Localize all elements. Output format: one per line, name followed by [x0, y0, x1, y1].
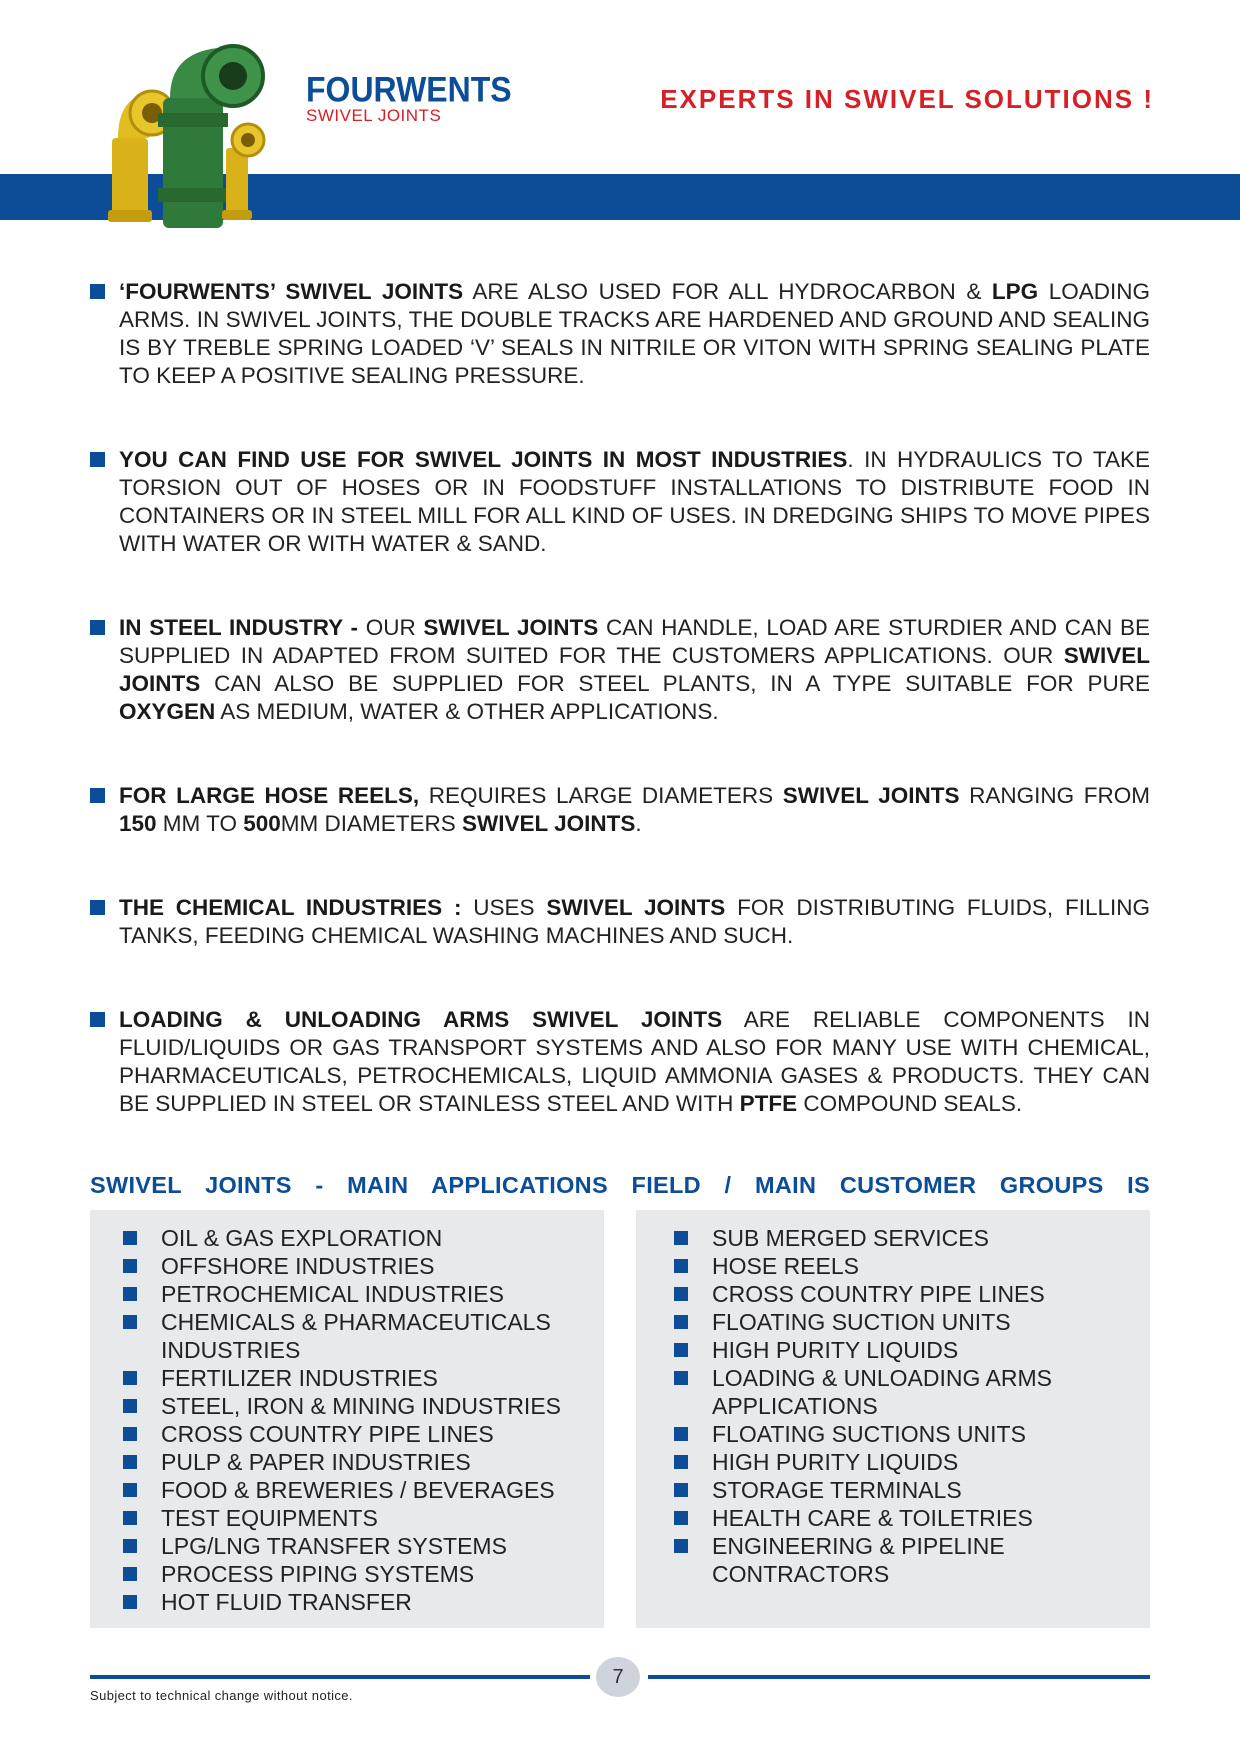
application-item — [636, 1504, 1150, 1532]
bullet-square-icon — [674, 1315, 688, 1329]
application-item-label: SUB MERGED SERVICES — [712, 1225, 989, 1251]
paragraph-text: LOADING ARMS. IN SWIVEL JOINTS, THE DOUBLE TRACKS ARE HARDENED AND GROUND AND SEALING IS BY TREBLE SPRING LOADED ‘V’ SEALS IN NITRILE OR VITON WITH SPRING SEALING PLATE TO KEEP A POSITIVE SEALING PRESSURE. — [119, 279, 1150, 388]
bullet-square-icon — [90, 452, 105, 467]
application-item — [636, 1532, 1150, 1588]
application-item — [90, 1252, 604, 1280]
application-item-label: FLOATING SUCTIONS UNITS — [712, 1421, 1026, 1447]
paragraph-bold-text: LPG — [991, 279, 1039, 304]
paragraph-bold-text: PTFE — [739, 1091, 798, 1116]
application-item-label: CROSS COUNTRY PIPE LINES — [161, 1421, 494, 1447]
bullet-square-icon — [123, 1231, 137, 1245]
application-item — [90, 1224, 604, 1252]
bullet-square-icon — [674, 1483, 688, 1497]
paragraph-bold-text: YOU CAN FIND USE FOR SWIVEL JOINTS IN MOST INDUSTRIES — [119, 447, 848, 472]
application-item-label: FOOD & BREWERIES / BEVERAGES — [161, 1477, 555, 1503]
paragraph-bold-text: FOR LARGE HOSE REELS, — [119, 783, 420, 808]
application-item — [90, 1420, 604, 1448]
applications-panel-right — [636, 1210, 1150, 1628]
application-item — [636, 1364, 1150, 1420]
application-item — [636, 1308, 1150, 1336]
footer-rule-right — [648, 1675, 1150, 1679]
application-item — [636, 1336, 1150, 1364]
application-item-label: HEALTH CARE & TOILETRIES — [712, 1505, 1033, 1531]
bullet-square-icon — [123, 1399, 137, 1413]
paragraph-bold-text: SWIVEL JOINTS — [119, 643, 1150, 696]
application-item — [90, 1392, 604, 1420]
bullet-square-icon — [674, 1539, 688, 1553]
paragraph-text: ARE ALSO USED FOR ALL HYDROCARBON & — [463, 279, 992, 304]
application-item-label: CHEMICALS & PHARMACEUTICALS INDUSTRIES — [161, 1309, 551, 1363]
bullet-square-icon — [90, 620, 105, 635]
applications-title: SWIVEL JOINTS - MAIN APPLICATIONS FIELD / MAIN CUSTOMER GROUPS IS — [90, 1172, 1150, 1198]
paragraph-text: . — [635, 811, 642, 836]
bullet-square-icon — [674, 1511, 688, 1525]
bullet-square-icon — [123, 1483, 137, 1497]
application-item-label: PETROCHEMICAL INDUSTRIES — [161, 1281, 504, 1307]
application-item-label: STEEL, IRON & MINING INDUSTRIES — [161, 1393, 561, 1419]
bullet-square-icon — [674, 1259, 688, 1273]
application-item — [636, 1420, 1150, 1448]
paragraph-bold-text: 150 — [119, 811, 157, 836]
feature-paragraph — [90, 446, 1150, 558]
application-item — [90, 1588, 604, 1616]
paragraph-bold-text: SWIVEL JOINTS — [782, 783, 960, 808]
paragraph-text: COMPOUND SEALS. — [797, 1091, 1023, 1116]
paragraph-text: MM DIAMETERS — [280, 811, 463, 836]
feature-paragraph — [90, 614, 1150, 726]
page-tagline: EXPERTS IN SWIVEL SOLUTIONS ! — [660, 84, 1154, 114]
application-item-label: OIL & GAS EXPLORATION — [161, 1225, 443, 1251]
application-item-label: PULP & PAPER INDUSTRIES — [161, 1449, 471, 1475]
paragraph-bold-text: ‘FOURWENTS’ SWIVEL JOINTS — [119, 279, 464, 304]
paragraph-bold-text: SWIVEL JOINTS — [423, 615, 599, 640]
application-item — [90, 1560, 604, 1588]
swivel-joints-product-image — [108, 38, 308, 238]
application-item — [636, 1448, 1150, 1476]
paragraph-bold-text: THE CHEMICAL INDUSTRIES : — [119, 895, 462, 920]
page-number: 7 — [596, 1657, 640, 1697]
bullet-square-icon — [123, 1567, 137, 1581]
application-item-label: STORAGE TERMINALS — [712, 1477, 962, 1503]
brand-name: FOURWENTS — [306, 69, 512, 110]
paragraph-bold-text: IN STEEL INDUSTRY - — [119, 615, 358, 640]
bullet-square-icon — [674, 1343, 688, 1357]
bullet-square-icon — [674, 1231, 688, 1245]
footer-rule-left — [90, 1675, 590, 1679]
footer-disclaimer: Subject to technical change without notice. — [90, 1688, 353, 1703]
application-item-label: HIGH PURITY LIQUIDS — [712, 1449, 959, 1475]
paragraph-text: AS MEDIUM, WATER & OTHER APPLICATIONS. — [215, 699, 719, 724]
application-item-label: ENGINEERING & PIPELINE CONTRACTORS — [712, 1533, 1005, 1587]
feature-paragraph — [90, 1006, 1150, 1118]
bullet-square-icon — [123, 1595, 137, 1609]
paragraph-bold-text: SWIVEL JOINTS — [546, 895, 726, 920]
application-item — [636, 1476, 1150, 1504]
application-item-label: TEST EQUIPMENTS — [161, 1505, 378, 1531]
applications-list-left — [90, 1210, 604, 1616]
paragraph-text: MM TO — [156, 811, 244, 836]
paragraph-text: CAN ALSO BE SUPPLIED FOR STEEL PLANTS, IN A TYPE SUITABLE FOR PURE — [200, 671, 1150, 696]
brand-subtitle: SWIVEL JOINTS — [306, 106, 442, 125]
feature-paragraph — [90, 278, 1150, 390]
feature-paragraph — [90, 782, 1150, 838]
bullet-square-icon — [90, 900, 105, 915]
paragraph-text: CAN HANDLE, LOAD ARE STURDIER AND CAN BE SUPPLIED IN ADAPTED FROM SUITED FOR THE CUSTOMERS APPLICATIONS. OUR — [119, 615, 1150, 668]
application-item — [90, 1308, 604, 1364]
application-item-label: CROSS COUNTRY PIPE LINES — [712, 1281, 1045, 1307]
application-item-label: HOSE REELS — [712, 1253, 859, 1279]
paragraph-bold-text: 500 — [243, 811, 281, 836]
application-item — [90, 1504, 604, 1532]
bullet-square-icon — [123, 1427, 137, 1441]
paragraph-text: ARE RELIABLE COMPONENTS IN FLUID/LIQUIDS OR GAS TRANSPORT SYSTEMS AND ALSO FOR MANY USE WITH CHEMICAL, PHARMACEUTICALS, PETROCHEMICALS, LIQUID AMMONIA GASES & PRODUCTS. THEY CAN BE SUPPLIED IN STEEL OR STAINLESS STEEL AND WITH — [119, 1007, 1150, 1116]
application-item — [636, 1224, 1150, 1252]
applications-list-right — [636, 1210, 1150, 1588]
paragraph-text: . IN HYDRAULICS TO TAKE TORSION OUT OF HOSES OR IN FOODSTUFF INSTALLATIONS TO DISTRIBUTE FOOD IN CONTAINERS OR IN STEEL MILL FOR ALL KIND OF USES. IN DREDGING SHIPS TO MOVE PIPES WITH WATER OR WITH WATER & SAND. — [119, 447, 1150, 556]
paragraph-bold-text: OXYGEN — [119, 699, 216, 724]
bullet-square-icon — [123, 1371, 137, 1385]
application-item-label: OFFSHORE INDUSTRIES — [161, 1253, 435, 1279]
application-item-label: PROCESS PIPING SYSTEMS — [161, 1561, 475, 1587]
application-item-label: HIGH PURITY LIQUIDS — [712, 1337, 959, 1363]
application-item-label: LOADING & UNLOADING ARMS APPLICATIONS — [712, 1365, 1052, 1419]
paragraph-text: USES — [461, 895, 547, 920]
bullet-square-icon — [123, 1511, 137, 1525]
bullet-square-icon — [90, 788, 105, 803]
bullet-square-icon — [123, 1287, 137, 1301]
application-item — [90, 1364, 604, 1392]
application-item — [636, 1252, 1150, 1280]
paragraph-text: OUR — [357, 615, 424, 640]
paragraph-text: REQUIRES LARGE DIAMETERS — [419, 783, 783, 808]
paragraph-text: RANGING FROM — [959, 783, 1150, 808]
bullet-square-icon — [123, 1315, 137, 1329]
application-item — [636, 1280, 1150, 1308]
bullet-square-icon — [123, 1259, 137, 1273]
bullet-square-icon — [90, 284, 105, 299]
bullet-square-icon — [90, 1012, 105, 1027]
bullet-square-icon — [123, 1455, 137, 1469]
application-item — [90, 1532, 604, 1560]
application-item — [90, 1280, 604, 1308]
application-item-label: FERTILIZER INDUSTRIES — [161, 1365, 438, 1391]
application-item-label: LPG/LNG TRANSFER SYSTEMS — [161, 1533, 507, 1559]
bullet-square-icon — [674, 1427, 688, 1441]
bullet-square-icon — [674, 1371, 688, 1385]
bullet-square-icon — [123, 1539, 137, 1553]
paragraph-bold-text: LOADING & UNLOADING ARMS SWIVEL JOINTS — [119, 1007, 723, 1032]
paragraph-text: FOR DISTRIBUTING FLUIDS, FILLING TANKS, FEEDING CHEMICAL WASHING MACHINES AND SUCH. — [119, 895, 1151, 948]
application-item-label: FLOATING SUCTION UNITS — [712, 1309, 1011, 1335]
applications-panel-left — [90, 1210, 604, 1628]
bullet-square-icon — [674, 1455, 688, 1469]
application-item-label: HOT FLUID TRANSFER — [161, 1589, 412, 1615]
application-item — [90, 1448, 604, 1476]
feature-paragraphs — [90, 278, 1150, 1174]
application-item — [90, 1476, 604, 1504]
feature-paragraph — [90, 894, 1150, 950]
brand-logo — [306, 69, 512, 126]
bullet-square-icon — [674, 1287, 688, 1301]
paragraph-bold-text: SWIVEL JOINTS — [462, 811, 636, 836]
